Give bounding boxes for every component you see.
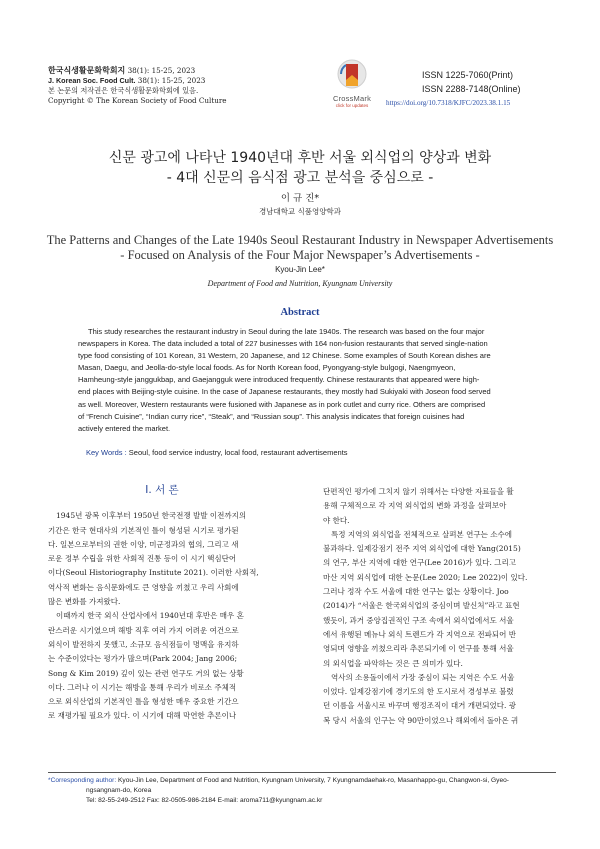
body-line: 던 이름을 서울시로 바꾸며 행정조직이 대거 개편되었다. 광 — [323, 701, 516, 711]
title-en-subtitle: - Focused on Analysis of the Four Major Newspaper’s Advertisements - — [120, 248, 480, 262]
abstract-line: Masan, Daegu, and Jeolla-do-style local foods. As for North Korean food, Pyongyang-style bulgogi, Naengmyeon, — [78, 363, 456, 373]
abstract-line: actively entered the market. — [78, 423, 171, 433]
body-line: 로 재평가될 필요가 있다. 이 시기에 대해 막연한 추론이나 — [48, 711, 237, 721]
body-line: 복 당시 서울의 인구는 약 90만이었으나 해외에서 돌아온 귀 — [323, 715, 519, 725]
body-line: 이다(Seoul Historiography Institute 2021). 이러한 사회적, — [48, 568, 259, 578]
body-line: Song & Kim 2019) 깊이 있는 관련 연구도 거의 없는 상황 — [48, 668, 244, 678]
issn-print: ISSN 1225-7060(Print) — [422, 70, 514, 80]
body-line: 역사적 변화는 음식문화에도 큰 영향을 끼쳤고 우리 사회에 — [48, 582, 239, 592]
journal-name-ko: 한국식생활문화학회지 — [48, 66, 126, 75]
title-en-main: The Patterns and Changes of the Late 1940s Seoul Restaurant Industry in Newspaper Advertisements — [46, 233, 554, 247]
body-line: 많은 변화를 가져왔다. — [48, 597, 121, 607]
body-line: 야 한다. — [323, 515, 350, 525]
crossmark-badge[interactable] — [326, 58, 378, 118]
body-line: 특정 지역의 외식업을 전체적으로 살펴본 연구는 소수에 — [331, 529, 512, 539]
body-line: 이다. 그러나 이 시기는 해방을 통해 우리가 비로소 주체적 — [48, 682, 237, 692]
body-line: 로운 정부 수립을 위한 사회적 진통 등이 이 시기 핵심단어 — [48, 554, 237, 564]
body-line: 마산 지역 외식업에 대한 논문(Lee 2020; Lee 2022)이 있다. — [323, 572, 528, 582]
journal-name-en: J. Korean Soc. Food Cult. — [48, 76, 136, 85]
author-en: Kyou-Jin Lee* — [275, 265, 325, 274]
section-heading-introduction: I. 서 론 — [145, 484, 179, 496]
body-line: 이었다. 일제강점기에 경기도의 한 도시로서 경성부로 불렸 — [323, 687, 514, 697]
contact-info: Tel: 82-55-249-2512 Fax: 82-0505-986-2184 E-mail: aroma711@kyungnam.ac.kr — [86, 797, 323, 804]
body-line: 에서 유행된 메뉴나 외식 트렌드가 각 지역으로 전파되어 반 — [323, 629, 516, 639]
abstract-heading: Abstract — [280, 307, 320, 318]
body-line: 불과하다. 일제강점기 전주 지역 외식업에 대한 Yang(2015) — [323, 544, 521, 554]
body-line: 단편적인 평가에 그치지 않기 위해서는 다양한 자료들을 활 — [323, 487, 514, 496]
body-line: 영되며 영향을 끼쳤으리라 추론되기에 이 연구를 통해 서울 — [323, 644, 514, 654]
issn-online: ISSN 2288-7148(Online) — [422, 84, 521, 94]
title-ko-main: 신문 광고에 나타난 1940년대 후반 서울 외식업의 양상과 변화 — [108, 150, 492, 166]
crossmark-label: CrossMark — [332, 94, 372, 103]
journal-en-line — [48, 76, 278, 86]
crossmark-icon — [337, 58, 367, 94]
body-line: 그러나 정작 수도 서울에 대한 연구는 없는 상황이다. Joo — [323, 587, 509, 597]
body-line: 기간은 한국 현대사의 기본적인 틀이 형성된 시기로 평가된 — [48, 525, 239, 535]
footnote-line — [48, 776, 556, 786]
journal-info — [48, 66, 278, 106]
abstract-body — [78, 326, 522, 435]
doi-link[interactable]: https://doi.org/10.7318/KJFC/2023.38.1.15 — [386, 99, 511, 107]
body-line: 으로 외식산업의 기본적인 틀을 형성한 매우 중요한 기간으 — [48, 697, 239, 707]
body-line: 란스러운 시기였으며 해방 직후 여러 가지 어려운 여건으로 — [48, 625, 239, 635]
copyright-en: Copyright © The Korean Society of Food Culture — [48, 96, 227, 105]
journal-ko-line — [48, 66, 278, 76]
crossmark-sub: click for updates — [335, 103, 369, 108]
title-ko-subtitle: - 4대 신문의 음식점 광고 분석을 중심으로 - — [166, 170, 434, 186]
body-left-column — [48, 485, 276, 724]
author-ko: 이 규 진* — [280, 193, 320, 204]
journal-volume-en: 38(1): 15-25, 2023 — [135, 76, 206, 85]
body-line: 의 연구, 부산 지역에 대한 연구(Lee 2016)가 있다. 그리고 — [323, 558, 517, 568]
affiliation-en: Department of Food and Nutrition, Kyungnam University — [207, 279, 393, 288]
corresponding-label: *Corresponding author: — [48, 777, 117, 784]
affiliation-ko: 경남대학교 식품영양학과 — [258, 207, 342, 216]
abstract-line: Hamheung-style janggukbap, and Gaejangguk were introduced frequently. Chinese restaurants that appeared were high- — [78, 375, 480, 385]
body-line: 다. 일본으로부터의 권한 이양, 미군정과의 협의, 그리고 새 — [48, 539, 239, 549]
keywords — [86, 448, 348, 457]
body-line: 외식이 발전하지 못했고, 소규모 음식점들이 명맥을 유지하 — [48, 639, 239, 649]
body-right-column — [323, 485, 551, 728]
abstract-line: as well. Moreover, Western restaurants were fusioned with Japanese as in pork cutlet and curry rice. Others are comprised — [78, 399, 486, 409]
abstract-line: of “French Cuisine”, “Indian curry rice”, “Steak”, and “Russian soup”. This analysis indicates that foreign cuisines had — [78, 411, 465, 421]
body-line: 는 수준이었다는 평가가 많으며(Park 2004; Jang 2006; — [48, 654, 238, 664]
body-line: 역사의 소용돌이에서 가장 중심이 되는 지역은 수도 서울 — [331, 672, 515, 682]
abstract-line: type food consisting of 101 Korean, 31 Western, 20 Japanese, and 12 Chinese. Some examples of South Korean dishes are — [78, 351, 491, 361]
body-line: 이때까지 한국 외식 산업사에서 1940년대 후반은 매우 혼 — [56, 611, 244, 621]
keywords-list: Seoul, food service industry, local food, restaurant advertisements — [126, 448, 348, 457]
body-line: 1945년 광복 이후부터 1950년 한국전쟁 발발 이전까지의 — [56, 511, 247, 521]
body-line: (2014)가 “서울은 한국외식업의 중심이며 발신처”라고 표현 — [323, 601, 520, 611]
abstract-line: end places with Beijing-style cuisine. In the case of Japanese restaurants, they mostly had Sukiyaki with Joseon food served — [78, 387, 491, 397]
body-line: 했듯이, 과거 중앙집권적인 구조 속에서 외식업에서도 서울 — [323, 615, 514, 625]
corresponding-text-cont: ngsangnam-do, Korea — [86, 787, 152, 794]
copyright-ko: 본 논문의 저작권은 한국식생활문화학회에 있음. — [48, 86, 199, 95]
issn-block — [386, 68, 552, 110]
abstract-line: newspapers in Korea. The data included a total of 227 businesses with 164 non-fusion restaurants that served single-nation — [78, 339, 488, 349]
body-line: 의 외식업을 파악하는 것은 큰 의미가 있다. — [323, 658, 463, 668]
journal-volume-ko: 38(1): 15-25, 2023 — [125, 66, 196, 75]
keywords-label: Key Words : — [86, 448, 127, 457]
corresponding-author-footnote — [48, 772, 556, 806]
body-line: 용해 구체적으로 각 지역 외식업의 변화 과정을 살펴보아 — [323, 501, 507, 511]
corresponding-text: Kyou-Jin Lee, Department of Food and Nutrition, Kyungnam University, 7 Kyungnamdaehak-ro, Masanhappo-gu, Changwon-si, Gyeo- — [116, 777, 509, 784]
abstract-line: This study researches the restaurant industry in Seoul during the late 1940s. The research was based on the four major — [88, 327, 485, 336]
